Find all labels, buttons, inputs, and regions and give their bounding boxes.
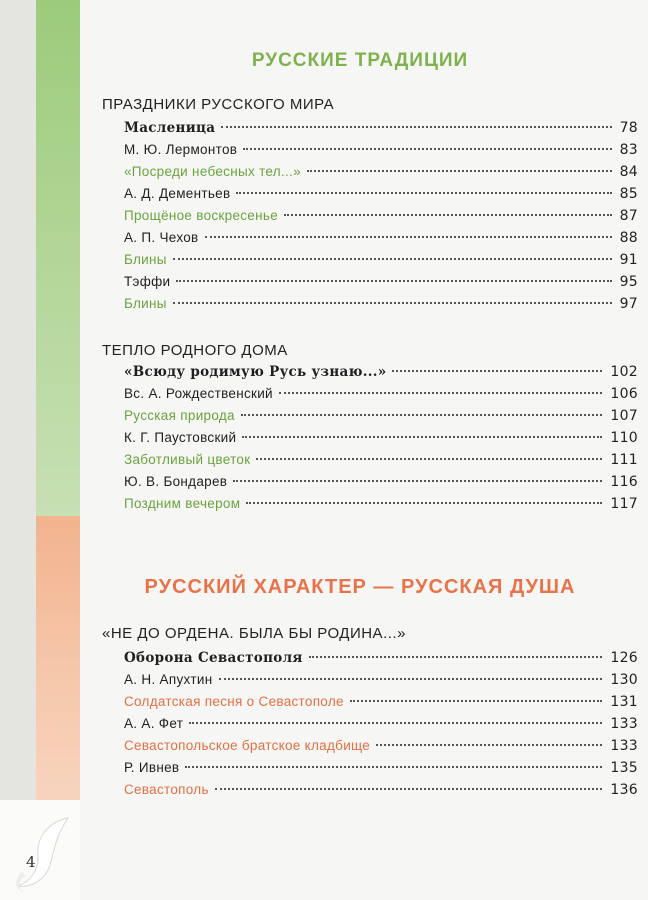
toc-entry[interactable]: «Посреди небесных тел...» 84 xyxy=(124,164,638,180)
toc-entry[interactable]: Прощёное воскресенье 87 xyxy=(124,208,638,224)
subsection-heading: ПРАЗДНИКИ РУССКОГО МИРА xyxy=(102,96,335,113)
toc-entry[interactable]: Ю. В. Бондарев 116 xyxy=(124,474,638,490)
toc-list xyxy=(124,650,638,804)
page-margin xyxy=(0,0,36,900)
toc-entry[interactable]: А. А. Фет 133 xyxy=(124,716,638,732)
toc-list xyxy=(124,120,638,318)
toc-entry[interactable]: Тэффи 95 xyxy=(124,274,638,290)
toc-entry[interactable]: Блины 91 xyxy=(124,252,638,268)
toc-entry[interactable]: Солдатская песня о Севастополе 131 xyxy=(124,694,638,710)
toc-entry[interactable]: Р. Ивнев 135 xyxy=(124,760,638,776)
toc-entry[interactable]: «Всюду родимую Русь узнаю...» 102 xyxy=(124,364,638,380)
toc-entry[interactable]: Севастополь 136 xyxy=(124,782,638,798)
section-title-russian-traditions: РУССКИЕ ТРАДИЦИИ xyxy=(251,50,469,71)
toc-entry[interactable]: Блины 97 xyxy=(124,296,638,312)
page-number: 4 xyxy=(26,853,36,871)
toc-entry[interactable]: А. Д. Дементьев 85 xyxy=(124,186,638,202)
toc-entry[interactable]: Русская природа 107 xyxy=(124,408,638,424)
toc-entry[interactable]: Поздним вечером 117 xyxy=(124,496,638,512)
toc-entry[interactable]: А. Н. Апухтин 130 xyxy=(124,672,638,688)
subsection-heading: «НЕ ДО ОРДЕНА. БЫЛА БЫ РОДИНА...» xyxy=(102,625,406,642)
subsection-heading: ТЕПЛО РОДНОГО ДОМА xyxy=(102,342,288,359)
toc-entry[interactable]: А. П. Чехов 88 xyxy=(124,230,638,246)
toc-entry[interactable]: Заботливый цветок 111 xyxy=(124,452,638,468)
ornament-flourish-icon xyxy=(8,812,74,896)
toc-entry[interactable]: Масленица 78 xyxy=(124,120,638,136)
toc-entry[interactable]: Вс. А. Рождественский 106 xyxy=(124,386,638,402)
toc-entry[interactable]: М. Ю. Лермонтов 83 xyxy=(124,142,638,158)
green-section-stripe xyxy=(36,0,80,516)
toc-entry[interactable]: Оборона Севастополя 126 xyxy=(124,650,638,666)
toc-list xyxy=(124,364,638,518)
toc-entry[interactable]: К. Г. Паустовский 110 xyxy=(124,430,638,446)
section-title-russian-character: РУССКИЙ ХАРАКТЕР — РУССКАЯ ДУША xyxy=(144,576,576,598)
toc-entry[interactable]: Севастопольское братское кладбище 133 xyxy=(124,738,638,754)
